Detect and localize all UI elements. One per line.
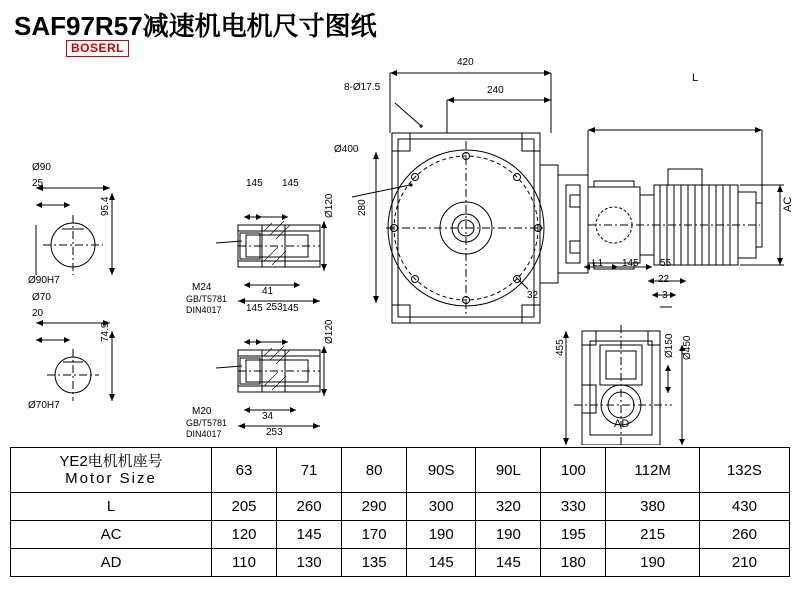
dim-95-4-label: 95.4 xyxy=(100,196,111,216)
dim-32-label: 32 xyxy=(527,290,539,301)
cell-L-6: 380 xyxy=(606,493,700,521)
din4017-b-label: DIN4017 xyxy=(186,429,222,439)
dim-AD-label: AD xyxy=(614,418,630,430)
cell-L-1: 260 xyxy=(277,493,342,521)
row-label-AD: AD xyxy=(11,549,212,577)
table-row xyxy=(11,521,790,549)
cell-AC-0: 120 xyxy=(212,521,277,549)
hub-d120-a-label: Ø120 xyxy=(324,193,335,218)
dim-L-label: L xyxy=(692,72,699,84)
shaft-d90-label: Ø90 xyxy=(32,162,51,173)
dim-253-a-label: 253 xyxy=(266,302,283,313)
dim-34-label: 34 xyxy=(262,411,274,422)
dim-holes-label: 8-Ø17.5 xyxy=(344,82,381,93)
motor-size-table xyxy=(10,447,790,577)
table-row xyxy=(11,549,790,577)
table-header-cell xyxy=(11,448,212,493)
dim-74-9-label: 74.9 xyxy=(100,322,111,342)
hub-d120-b-label: Ø120 xyxy=(324,319,335,344)
cell-L-4: 320 xyxy=(476,493,541,521)
dim-145-top-label: 145 xyxy=(622,258,639,269)
cell-L-5: 330 xyxy=(541,493,606,521)
table-header-cn: YE2电机机座号 xyxy=(59,453,163,470)
m24-label: M24 xyxy=(192,282,212,293)
cell-L-7: 430 xyxy=(699,493,789,521)
table-col-head-5: 100 xyxy=(541,448,606,493)
dim-22-label: 22 xyxy=(658,274,670,285)
table-col-head-6: 112M xyxy=(606,448,700,493)
cell-L-0: 205 xyxy=(212,493,277,521)
dim-3-label: 3 xyxy=(662,290,668,301)
cell-AD-4: 145 xyxy=(476,549,541,577)
m20-label: M20 xyxy=(192,406,212,417)
cell-AC-5: 195 xyxy=(541,521,606,549)
dim-L1-label: L1 xyxy=(592,258,604,269)
dim-253-b-label: 253 xyxy=(266,427,283,438)
shaft-d70-label: Ø70 xyxy=(32,292,51,303)
dim-240-label: 240 xyxy=(487,85,504,96)
hub-145-c-label: 145 xyxy=(246,303,263,314)
gb5781-a-label: GB/T5781 xyxy=(186,294,228,304)
cell-AC-1: 145 xyxy=(277,521,342,549)
gb5781-b-label: GB/T5781 xyxy=(186,418,228,428)
dim-420-label: 420 xyxy=(457,57,474,68)
cell-AD-5: 180 xyxy=(541,549,606,577)
table-col-head-1: 71 xyxy=(277,448,342,493)
dim-d450-label: Ø450 xyxy=(682,335,693,360)
hub-145-b-label: 145 xyxy=(282,178,299,189)
cell-AD-7: 210 xyxy=(699,549,789,577)
cell-AC-3: 190 xyxy=(407,521,476,549)
shaft-d90h7-label: Ø90H7 xyxy=(28,275,60,286)
table-header-row xyxy=(11,448,790,493)
cell-AD-3: 145 xyxy=(407,549,476,577)
dim-455-label: 455 xyxy=(555,339,566,356)
dim-AC-label: AC xyxy=(782,196,794,212)
cell-AD-0: 110 xyxy=(212,549,277,577)
hub-145-d-label: 145 xyxy=(282,303,299,314)
table-col-head-2: 80 xyxy=(342,448,407,493)
cell-L-2: 290 xyxy=(342,493,407,521)
dim-41-label: 41 xyxy=(262,286,274,297)
table-col-head-0: 63 xyxy=(212,448,277,493)
din4017-a-label: DIN4017 xyxy=(186,305,222,315)
cell-AD-6: 190 xyxy=(606,549,700,577)
cell-L-3: 300 xyxy=(407,493,476,521)
row-label-L: L xyxy=(11,493,212,521)
hub-145-a-label: 145 xyxy=(246,178,263,189)
table-col-head-3: 90S xyxy=(407,448,476,493)
shaft-d70h7-label: Ø70H7 xyxy=(28,400,60,411)
table-header-en: Motor Size xyxy=(65,470,157,487)
dim-55-label: 55 xyxy=(660,258,672,269)
technical-drawing xyxy=(0,45,800,445)
key-25-label: 25 xyxy=(32,178,44,189)
row-label-AC: AC xyxy=(11,521,212,549)
page-title: SAF97R57减速机电机尺寸图纸 xyxy=(14,11,377,41)
table-col-head-4: 90L xyxy=(476,448,541,493)
key-20-label: 20 xyxy=(32,308,44,319)
dim-d150-label: Ø150 xyxy=(664,333,675,358)
cell-AC-4: 190 xyxy=(476,521,541,549)
table-col-head-7: 132S xyxy=(699,448,789,493)
cell-AD-2: 135 xyxy=(342,549,407,577)
cell-AD-1: 130 xyxy=(277,549,342,577)
cell-AC-2: 170 xyxy=(342,521,407,549)
table-row xyxy=(11,493,790,521)
brand-logo: BOSERL xyxy=(66,40,129,57)
dim-d400-label: Ø400 xyxy=(334,144,359,155)
drawing-svg xyxy=(0,45,800,445)
dim-280-label: 280 xyxy=(357,199,368,216)
cell-AC-6: 215 xyxy=(606,521,700,549)
cell-AC-7: 260 xyxy=(699,521,789,549)
